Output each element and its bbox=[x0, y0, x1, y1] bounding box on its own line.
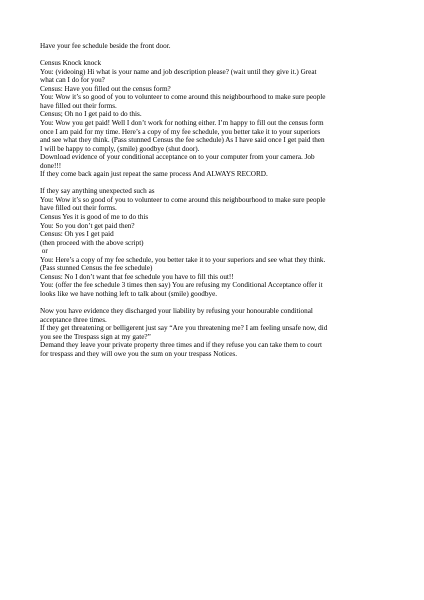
text-line: Census; Oh no I get paid to do this. bbox=[40, 110, 142, 119]
text-line: (Pass stunned Census the fee schedule) bbox=[40, 264, 153, 273]
text-line: have filled out their forms. bbox=[40, 101, 117, 110]
text-line: Download evidence of your conditional acceptance on to your computer from your camera. Job bbox=[40, 153, 315, 162]
text-line: or bbox=[40, 247, 48, 256]
text-line: Have your fee schedule beside the front door. bbox=[40, 42, 171, 50]
text-line: done!!! bbox=[40, 161, 62, 170]
text-line: If they come back again just repeat the same process And ALWAYS RECORD. bbox=[40, 170, 268, 179]
text-line: Census Yes it is good of me to do this bbox=[40, 213, 149, 222]
text-line: If they get threatening or belligerent just say “Are you threatening me? I am feeling unsafe now, did bbox=[40, 324, 328, 333]
text-line: you see the Trespass sign at my gate?” bbox=[40, 332, 151, 341]
text-line: looks like we have nothing left to talk about (smile) goodbye. bbox=[40, 289, 218, 298]
text-line: You: Wow it’s so good of you to volunteer to come around this neighbourhood to make sure people bbox=[40, 195, 326, 204]
text-line: I will be happy to comply, (smile) goodbye (shut door). bbox=[40, 144, 200, 153]
text-line: If they say anything unexpected such as bbox=[40, 187, 155, 196]
text-line: You: (offer the fee schedule 3 times then say) You are refusing my Conditional Acceptance offer it bbox=[40, 281, 323, 290]
text-line: Census: Have you filled out the census form? bbox=[40, 84, 171, 93]
text-line: Census: No I don’t want that fee schedule you have to fill this out!! bbox=[40, 272, 234, 281]
text-line: once I am paid for my time. Here’s a copy of my fee schedule, you better take it to your superiors bbox=[40, 127, 321, 136]
text-line: acceptance three times. bbox=[40, 315, 107, 324]
text-line: and see what they think. (Pass stunned Census the fee schedule) As I have said once I get paid then bbox=[40, 136, 325, 145]
text-line: have filled out their forms. bbox=[40, 204, 117, 213]
text-line: what can I do for you? bbox=[40, 76, 105, 85]
text-line: You: So you don’t get paid then? bbox=[40, 221, 135, 230]
paragraph-census-script bbox=[40, 59, 394, 179]
text-line: Census Knock knock bbox=[40, 59, 102, 68]
text-line: You: (videoing) Hi what is your name and job description please? (wait until they give it.) Great bbox=[40, 67, 317, 76]
paragraph-conclusion bbox=[40, 307, 394, 358]
text-line: Demand they leave your private property three times and if they refuse you can take them to court bbox=[40, 341, 323, 350]
text-line: for trespass and they will owe you the sum on your trespass Notices. bbox=[40, 349, 238, 358]
paragraph-unexpected-responses bbox=[40, 187, 394, 298]
text-line: Now you have evidence they discharged your liability by refusing your honourable conditional bbox=[40, 307, 313, 316]
text-line: Census: Oh yes I get paid bbox=[40, 230, 114, 239]
paragraph-intro bbox=[40, 42, 394, 51]
text-line: You: Here’s a copy of my fee schedule, you better take it to your superiors and see what they think. bbox=[40, 255, 326, 264]
text-line: You: Wow it’s so good of you to volunteer to come around this neighbourhood to make sure people bbox=[40, 93, 326, 102]
text-line: You: Wow you get paid! Well I don’t work for nothing either. I’m happy to fill out the census form bbox=[40, 118, 324, 127]
text-line: (then proceed with the above script) bbox=[40, 238, 144, 247]
